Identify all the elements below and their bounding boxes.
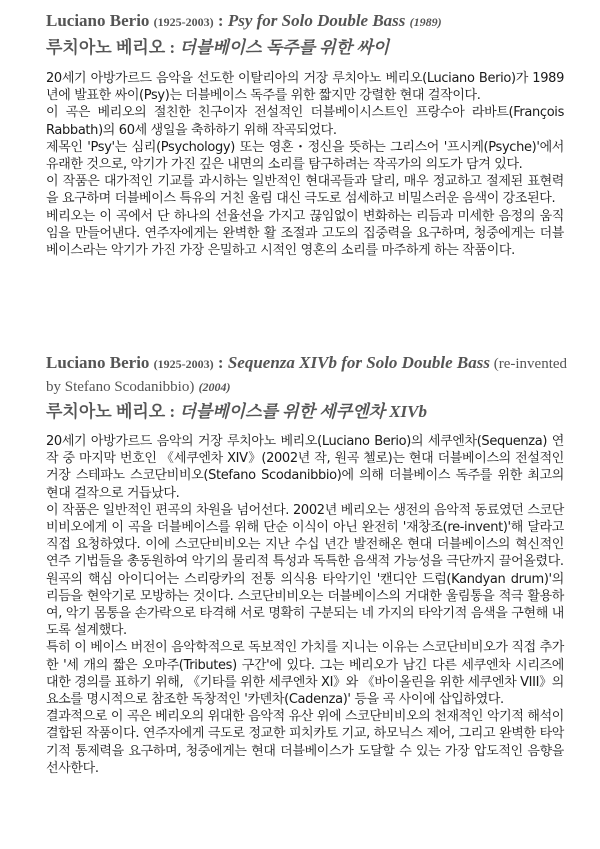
paragraph: 이 곡은 베리오의 절친한 친구이자 전설적인 더블베이시스트인 프랑수아 라바트(François Rabbath)의 60세 생일을 축하하기 위해 작곡되었다.: [46, 105, 564, 138]
paragraph: 특히 이 베이스 버전이 음악학적으로 독보적인 가치를 지니는 이유는 스코단비비오가 직접 추가한 '세 개의 짧은 오마주(Tributes) 구간'에 있다. 그는 베리오가 남긴 다른 세쿠엔차 시리즈에 대한 경의를 표하기 위해, 《기타를 위한 세쿠엔차 XI》와 《바이올린을 위한 세쿠엔차 VIII》의 요소를 명시적으로 참조한 독창적인 '카덴차(Cadenza)' 등을 곡 사이에 삽입하였다.: [46, 640, 564, 708]
heading-separator: :: [213, 353, 228, 372]
work-title-ko: 더블베이스 독주를 위한 싸이: [179, 38, 390, 57]
paragraph: 이 작품은 대가적인 기교를 과시하는 일반적인 현대곡들과 달리, 매우 정교하고 절제된 표현력을 요구하며 더블베이스 특유의 거친 울림 대신 극도로 섬세하고 비밀스러운 음색이 강조된다.: [46, 174, 564, 207]
section2-body: [0, 433, 600, 777]
work-title-ko: 더블베이스를 위한 세쿠엔차 XIVb: [179, 402, 427, 421]
heading-separator: :: [165, 402, 180, 421]
composer-name: Luciano Berio: [46, 353, 150, 372]
composer-years: (1925-2003): [153, 357, 214, 371]
work-title: Psy for Solo Double Bass: [227, 11, 406, 30]
arranger-note: (re-invented by Stefano Scodanibbio): [46, 356, 568, 395]
paragraph: 20세기 아방가르드 음악을 선도한 이탈리아의 거장 루치아노 베리오(Luciano Berio)가 1989년에 발표한 싸이(Psy)는 더블베이스 독주를 위한 짧지만 강렬한 현대 걸작이다.: [46, 71, 564, 104]
paragraph: 베리오는 이 곡에서 단 하나의 선율선을 가지고 끊임없이 변화하는 리듬과 미세한 음정의 움직임을 만들어낸다. 연주자에게는 완벽한 활 조절과 고도의 집중력을 요구하며, 청중에게는 더블베이스라는 악기가 가진 가장 은밀하고 시적인 영혼의 소리를 마주하게 하는 작품이다.: [46, 208, 564, 259]
composer-years: (1925-2003): [153, 15, 214, 29]
paragraph: 제목인 'Psy'는 심리(Psychology) 또는 영혼・정신을 뜻하는 그리스어 '프시케(Psyche)'에서 유래한 것으로, 악기가 가진 깊은 내면의 소리를 탐구하려는 작곡가의 의도가 담겨 있다.: [46, 139, 564, 173]
work-title: Sequenza XIVb for Solo Double Bass: [227, 353, 490, 372]
work-year: (1989): [409, 15, 442, 29]
section1-korean-heading: [0, 36, 600, 60]
section2-english-heading: [0, 352, 600, 398]
paragraph: 원곡의 핵심 아이디어는 스리랑카의 전통 의식용 타악기인 '캔디안 드럼(Kandyan drum)'의 리듬을 현악기로 모방하는 것이다. 스코단비비오는 더블베이스의 거대한 울림통을 적극 활용하여, 악기 몸통을 손가락으로 타격해 서로 명확히 구분되는 네 가지의 타악기적 음색을 구현해 내도록 설계했다.: [46, 571, 564, 639]
heading-separator: :: [213, 11, 228, 30]
section1-english-heading: [0, 10, 600, 33]
work-year: (2004): [198, 380, 231, 394]
paragraph: 20세기 아방가르드 음악의 거장 루치아노 베리오(Luciano Berio)의 세쿠엔차(Sequenza) 연작 중 마지막 번호인 《세쿠엔차 XIV》(2002년 작, 원곡 첼로)는 현대 더블베이스의 전설적인 거장 스테파노 스코단비비오(Stefano Scodanibbio)에 의해 더블베이스 독주를 위한 최고의 현대 걸작으로 거듭났다.: [46, 434, 564, 501]
heading-separator: :: [165, 38, 180, 57]
composer-name: Luciano Berio: [46, 11, 150, 30]
section1-body: [0, 70, 600, 259]
composer-name-ko: 루치아노 베리오: [46, 402, 166, 421]
section2-korean-heading: [0, 400, 600, 424]
composer-name-ko: 루치아노 베리오: [46, 38, 166, 57]
paragraph: 이 작품은 일반적인 편곡의 차원을 넘어선다. 2002년 베리오는 생전의 음악적 동료였던 스코단비비오에게 이 곡을 더블베이스를 위해 단순 이식이 아닌 완전히 '재창조(re-invent)'해 달라고 직접 요청하였다. 이에 스코단비비오는 지난 수십 년간 발전해온 현대 더블베이스의 혁신적인 연주 기법들을 총동원하여 악기의 물리적 특성과 독특한 음색적 가능성을 극단까지 끌어올렸다.: [46, 502, 564, 570]
paragraph: 결과적으로 이 곡은 베리오의 위대한 음악적 유산 위에 스코단비비오의 천재적인 악기적 해석이 결합된 작품이다. 연주자에게 극도로 정교한 피치카토 기교, 하모닉스 제어, 그리고 완벽한 타악기적 통제력을 요구하며, 청중에게는 현대 더블베이스가 도달할 수 있는 가장 압도적인 음향을 선사한다.: [46, 709, 564, 776]
